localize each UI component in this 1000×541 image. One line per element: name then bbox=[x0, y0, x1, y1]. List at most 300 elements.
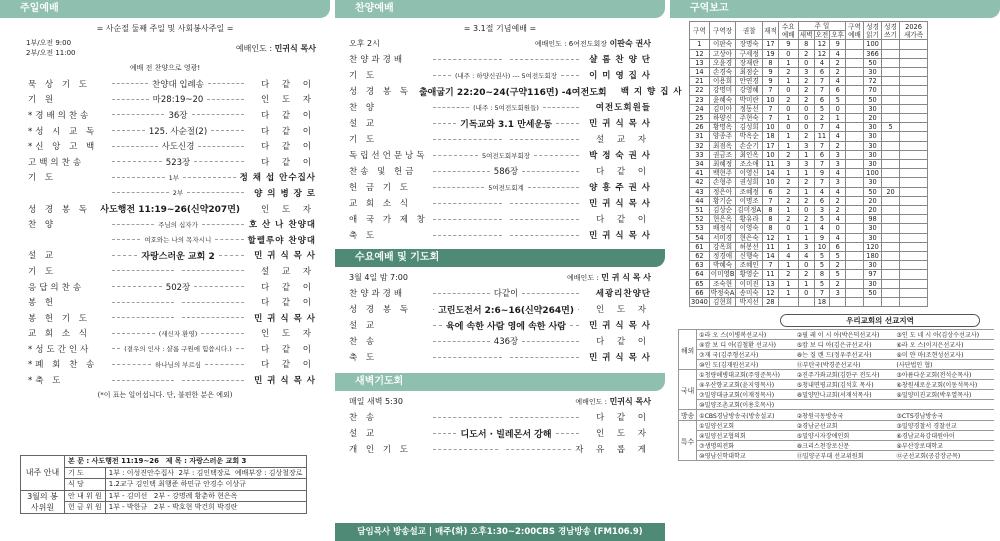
praise-order-list bbox=[335, 51, 683, 243]
mission-item: ②경남군선교회 bbox=[795, 421, 895, 431]
table-cell: 9 bbox=[830, 40, 846, 49]
order-person: 이 미 영 집 사 bbox=[589, 71, 652, 81]
table-cell bbox=[830, 298, 846, 307]
mission-item: ④밀양선교협의회 bbox=[697, 431, 795, 441]
table-cell bbox=[846, 123, 864, 132]
order-row bbox=[28, 326, 316, 342]
dash-leader bbox=[236, 348, 244, 349]
mission-item: ①밀양선교회 bbox=[697, 421, 795, 431]
order-person: 다 같 이 bbox=[260, 298, 316, 309]
table-cell: 72 bbox=[864, 77, 882, 86]
table-cell bbox=[846, 261, 864, 270]
table-cell: 8 bbox=[763, 58, 779, 67]
table-cell: 66 bbox=[690, 288, 710, 297]
dash-leader bbox=[112, 130, 145, 131]
dash-leader bbox=[433, 171, 490, 172]
order-item: 자랑스러운 교회 2 bbox=[141, 251, 215, 262]
table-cell: 2 bbox=[778, 270, 798, 279]
table-cell bbox=[900, 58, 928, 67]
order-person: 호 산 나 찬양대 bbox=[248, 220, 316, 231]
table-cell: 7 bbox=[814, 178, 830, 187]
mission-item: ②필 레 이 시 아(박은덕선교사) bbox=[795, 330, 895, 340]
table-cell bbox=[900, 104, 928, 113]
committee-label: 3월의 봉사위원 bbox=[21, 490, 65, 513]
order-person: 다 같 이 bbox=[260, 142, 317, 153]
table-cell: 120 bbox=[864, 242, 882, 251]
prelude-note: 예배 전 찬양으로 영광! bbox=[129, 64, 201, 72]
dash-leader bbox=[112, 317, 174, 318]
table-cell: 4 bbox=[830, 123, 846, 132]
dash-leader bbox=[219, 255, 244, 256]
table-cell bbox=[846, 242, 864, 251]
table-cell bbox=[882, 178, 900, 187]
table-cell: 42 bbox=[690, 178, 710, 187]
table-cell: 정동선 bbox=[736, 104, 763, 113]
order-person: 인 도 자 bbox=[260, 329, 317, 340]
table-cell bbox=[900, 40, 928, 49]
table-cell: 6 bbox=[814, 95, 830, 104]
table-cell bbox=[900, 298, 928, 307]
table-cell bbox=[864, 298, 882, 307]
order-item: 다같이 bbox=[493, 289, 519, 299]
dash-leader bbox=[510, 235, 579, 236]
dawn-time: 매일 새벽 5:30 bbox=[349, 397, 403, 406]
table-cell: 30 bbox=[864, 132, 882, 141]
table-row bbox=[690, 123, 928, 132]
order-person: 인 도 자 bbox=[260, 95, 316, 106]
table-cell: 98 bbox=[864, 215, 882, 224]
table-cell bbox=[900, 288, 928, 297]
table-cell: 황기순 bbox=[709, 196, 736, 205]
mission-item: ⑦재 국(김주형선교사) bbox=[697, 350, 795, 360]
table-cell: 41 bbox=[690, 169, 710, 178]
table-cell: 54 bbox=[690, 233, 710, 242]
table-cell: 0 bbox=[778, 86, 798, 95]
table-cell: 박혜숙 bbox=[709, 261, 736, 270]
table-cell: 14 bbox=[690, 68, 710, 77]
table-cell: 8 bbox=[763, 224, 779, 233]
table-cell bbox=[846, 77, 864, 86]
table-cell bbox=[900, 270, 928, 279]
mission-item: ⑨미 얀 마(조현성선교사) bbox=[894, 350, 994, 360]
mission-item: ⑤캄 보 디 아(김은규선교사) bbox=[795, 340, 895, 350]
mission-item: ①CBS경남방송국(방송설교) bbox=[697, 410, 795, 421]
table-cell: 4 bbox=[778, 252, 798, 261]
table-cell: 7 bbox=[763, 86, 779, 95]
table-cell: 양종주 bbox=[709, 132, 736, 141]
dash-leader bbox=[506, 449, 571, 450]
order-label: 설 교 bbox=[349, 429, 378, 439]
order-row bbox=[28, 248, 316, 264]
dash-leader bbox=[433, 235, 502, 236]
order-person: 설 교 자 bbox=[260, 266, 316, 277]
table-row bbox=[690, 169, 928, 178]
mission-item: ⑧크리스천장로신문 bbox=[795, 441, 895, 451]
table-cell: 이판숙 bbox=[709, 40, 736, 49]
table-cell: 조숙현 bbox=[709, 279, 736, 288]
praise-leader: 예배인도 : 6여전도회장 이판숙 권사 bbox=[534, 39, 651, 48]
order-person: 할렐루야 찬양대 bbox=[247, 235, 316, 246]
table-cell: 3 bbox=[798, 68, 814, 77]
table-cell bbox=[900, 95, 928, 104]
dash-leader bbox=[112, 83, 148, 84]
table-cell: 12 bbox=[690, 49, 710, 58]
order-label: 축 도 bbox=[349, 353, 378, 363]
order-label: 고백의찬송 bbox=[28, 157, 85, 168]
table-cell: 정은아 bbox=[709, 187, 736, 196]
table-cell: 이미진 bbox=[736, 279, 763, 288]
order-item: 사도행전 11:19~26(신약207면) bbox=[100, 205, 240, 216]
table-cell: 5 bbox=[830, 270, 846, 279]
order-item: 436장 bbox=[493, 337, 519, 347]
table-row bbox=[690, 68, 928, 77]
table-cell: 2 bbox=[778, 196, 798, 205]
next-week-text: 본 문 : 사도행전 11:19~26 제 목 : 자랑스러운 교회 3 bbox=[65, 456, 307, 468]
table-cell: 2 bbox=[830, 279, 846, 288]
order-label: 찬 송 bbox=[349, 413, 378, 423]
table-cell: 1 bbox=[778, 279, 798, 288]
table-cell: 3 bbox=[830, 160, 846, 169]
next-week-label: 내주 안내 bbox=[21, 456, 65, 491]
order-row bbox=[349, 301, 651, 317]
table-cell bbox=[882, 95, 900, 104]
dash-leader bbox=[534, 155, 579, 156]
table-cell bbox=[846, 49, 864, 58]
table-cell bbox=[882, 68, 900, 77]
table-cell bbox=[900, 150, 928, 159]
dash-leader bbox=[112, 161, 162, 162]
committee-role: 안 내 위 원 bbox=[65, 490, 106, 502]
table-cell: 51 bbox=[690, 206, 710, 215]
mission-category: 방송 bbox=[679, 410, 697, 421]
dash-leader bbox=[112, 255, 137, 256]
committee-members: 1부 - 김미선 2부 - 강명례 황춘하 현은옥 bbox=[105, 490, 306, 502]
mission-row bbox=[679, 400, 995, 410]
table-cell: 4 bbox=[830, 187, 846, 196]
table-cell: 11 bbox=[814, 132, 830, 141]
table-cell: 최점순 bbox=[736, 68, 763, 77]
table-row bbox=[690, 86, 928, 95]
table-cell: 박지선 bbox=[736, 298, 763, 307]
order-item: 디도서 · 빌레몬서 강해 bbox=[460, 429, 552, 440]
order-label: *성 시 교 독 bbox=[28, 126, 98, 137]
table-row bbox=[690, 178, 928, 187]
table-cell: 3 bbox=[830, 288, 846, 297]
order-label: 응답의찬송 bbox=[28, 282, 85, 293]
order-label: 개 인 기 도 bbox=[349, 445, 411, 455]
mission-item: ②창원극동방송국 bbox=[795, 410, 895, 421]
table-cell: 2 bbox=[798, 86, 814, 95]
table-cell bbox=[900, 215, 928, 224]
dash-leader bbox=[522, 293, 579, 294]
table-cell: 2 bbox=[830, 206, 846, 215]
table-cell bbox=[882, 196, 900, 205]
table-row bbox=[690, 77, 928, 86]
table-cell: 최혜정 bbox=[709, 160, 736, 169]
table-cell: 52 bbox=[690, 215, 710, 224]
table-cell: 50 bbox=[864, 187, 882, 196]
table-cell: 7 bbox=[814, 86, 830, 95]
dash-leader bbox=[433, 187, 484, 188]
table-cell: 6 bbox=[830, 86, 846, 95]
dash-leader bbox=[112, 302, 174, 303]
table-cell: 1 bbox=[778, 242, 798, 251]
order-item: 출애굽기 22:20~24(구약116면) -4여전도회 bbox=[418, 87, 607, 98]
order-row bbox=[28, 372, 316, 388]
table-cell: 9 bbox=[763, 77, 779, 86]
table-cell: 50 bbox=[864, 95, 882, 104]
table-cell: 8 bbox=[798, 40, 814, 49]
table-cell: 7 bbox=[763, 114, 779, 123]
mission-item: ⑧는 질 랜 드(정우주선교사) bbox=[795, 350, 895, 360]
praise-worship-header: 찬양예배 bbox=[335, 0, 665, 18]
table-cell bbox=[846, 68, 864, 77]
table-cell bbox=[882, 215, 900, 224]
table-cell: 1 bbox=[830, 114, 846, 123]
table-cell bbox=[882, 132, 900, 141]
dash-leader bbox=[194, 161, 244, 162]
table-cell: 김상순 bbox=[709, 206, 736, 215]
table-cell: 5 bbox=[814, 215, 830, 224]
mission-item: ⑦밀양대금교회(이재정목사) bbox=[697, 390, 795, 400]
table-cell bbox=[882, 270, 900, 279]
table-cell bbox=[900, 224, 928, 233]
table-cell bbox=[882, 104, 900, 113]
table-cell: 황유라 bbox=[736, 215, 763, 224]
table-cell: 11 bbox=[763, 160, 779, 169]
mission-item: ③CTS경남방송국 bbox=[894, 410, 994, 421]
table-row bbox=[690, 261, 928, 270]
table-cell: 배정식 bbox=[709, 224, 736, 233]
mission-item: ⑥라 오 스(이지은선교사) bbox=[894, 340, 994, 350]
table-cell bbox=[882, 141, 900, 150]
wednesday-order-list bbox=[335, 285, 665, 365]
order-label: 찬 양 bbox=[28, 220, 57, 231]
table-cell: 현은옥 bbox=[709, 215, 736, 224]
mission-item: ⑦생명의전화 bbox=[697, 441, 795, 451]
table-row bbox=[690, 252, 928, 261]
table-cell bbox=[846, 270, 864, 279]
order-row bbox=[349, 115, 651, 131]
order-person: 다 같 이 bbox=[595, 215, 651, 225]
table-row bbox=[690, 288, 928, 297]
table-row bbox=[690, 132, 928, 141]
order-item: 5여전도회계 bbox=[488, 183, 524, 192]
dash-leader bbox=[433, 107, 469, 108]
table-cell: 김미정A bbox=[737, 206, 762, 215]
table-cell: 4 bbox=[830, 132, 846, 141]
order-label: 성 경 봉 독 bbox=[349, 87, 411, 97]
order-row bbox=[349, 227, 651, 243]
table-cell: 30 bbox=[864, 160, 882, 169]
mission-row bbox=[679, 441, 995, 451]
mission-row bbox=[679, 421, 995, 431]
table-cell bbox=[846, 187, 864, 196]
table-cell: 70 bbox=[864, 86, 882, 95]
table-cell: 고상아 bbox=[709, 49, 736, 58]
sunday-worship-panel bbox=[0, 0, 330, 541]
table-cell: 백현주 bbox=[709, 169, 736, 178]
table-cell: 장재란 bbox=[736, 58, 763, 67]
table-cell: 3 bbox=[798, 242, 814, 251]
table-cell bbox=[882, 233, 900, 242]
table-cell: 10 bbox=[814, 242, 830, 251]
district-report-header: 구역보고 bbox=[670, 0, 1000, 18]
table-cell: 2 bbox=[830, 68, 846, 77]
table-cell: 1 bbox=[778, 132, 798, 141]
mission-row bbox=[679, 350, 995, 360]
table-cell: 9 bbox=[778, 40, 798, 49]
table-row bbox=[690, 196, 928, 205]
mission-item: ①라 오 스(이병복선교사) bbox=[697, 330, 795, 340]
table-cell bbox=[846, 150, 864, 159]
dash-leader bbox=[510, 417, 579, 418]
table-cell: 조혜정 bbox=[736, 187, 763, 196]
district-report-panel bbox=[670, 0, 1000, 541]
dash-leader bbox=[433, 155, 478, 156]
table-cell: 10 bbox=[763, 123, 779, 132]
table-cell: 1 bbox=[798, 169, 814, 178]
table-cell bbox=[900, 49, 928, 58]
table-cell bbox=[882, 252, 900, 261]
order-label: *폐 회 찬 송 bbox=[28, 360, 98, 371]
order-item: (곁우의 인사 : 샬롬 구원에 힘씁시다.) bbox=[124, 345, 232, 354]
table-cell: 19 bbox=[763, 49, 779, 58]
order-row bbox=[349, 285, 651, 301]
order-row bbox=[28, 92, 316, 108]
order-item: 고린도전서 2:6~16(신약264면) bbox=[438, 305, 574, 316]
order-row bbox=[28, 294, 316, 310]
mission-item: ⑫군선교회(공감장군목) bbox=[894, 451, 994, 461]
table-cell: 4 bbox=[798, 252, 814, 261]
table-cell: 0 bbox=[830, 104, 846, 113]
dash-leader bbox=[112, 286, 162, 287]
col-header-sunday: 주 일 bbox=[798, 22, 845, 31]
table-cell: 손경숙 bbox=[709, 68, 736, 77]
committee-role: 헌 금 위 원 bbox=[65, 502, 106, 514]
table-cell bbox=[846, 160, 864, 169]
table-cell: 2 bbox=[798, 132, 814, 141]
dash-leader bbox=[202, 224, 244, 225]
table-cell bbox=[900, 160, 928, 169]
table-cell: 9 bbox=[814, 169, 830, 178]
table-cell bbox=[882, 114, 900, 123]
order-row bbox=[28, 201, 316, 217]
sunday-order-list bbox=[0, 76, 330, 388]
table-cell bbox=[798, 298, 814, 307]
table-cell bbox=[846, 279, 864, 288]
mission-category: 국내 bbox=[679, 370, 697, 410]
table-cell: 0 bbox=[798, 114, 814, 123]
table-cell bbox=[882, 206, 900, 215]
table-cell: 0 bbox=[798, 261, 814, 270]
table-cell: 18 bbox=[814, 298, 830, 307]
dash-leader bbox=[510, 139, 579, 140]
table-cell: 1 bbox=[778, 169, 798, 178]
dash-leader bbox=[198, 146, 244, 147]
table-cell: 13 bbox=[763, 279, 779, 288]
table-cell: 30 bbox=[864, 123, 882, 132]
order-label: 독립선언문낭독 bbox=[349, 151, 428, 161]
table-row bbox=[690, 233, 928, 242]
order-person: 샬 롬 찬 양 단 bbox=[589, 55, 651, 65]
order-row bbox=[28, 310, 316, 326]
table-cell: 1 bbox=[778, 233, 798, 242]
table-cell bbox=[882, 242, 900, 251]
table-cell: 3 bbox=[798, 141, 814, 150]
mission-table bbox=[678, 329, 994, 461]
col-header: 구역 bbox=[690, 22, 710, 40]
table-cell bbox=[900, 114, 928, 123]
order-row bbox=[28, 170, 316, 186]
table-cell bbox=[778, 298, 798, 307]
table-cell: 5 bbox=[830, 252, 846, 261]
table-cell bbox=[900, 86, 928, 95]
mission-item: ⑧밀양만나교회(서재석목사) bbox=[795, 390, 895, 400]
table-cell: 21 bbox=[690, 77, 710, 86]
order-label: 묵 상 기 도 bbox=[28, 79, 90, 90]
table-cell: 7 bbox=[814, 288, 830, 297]
order-person: 다 같 이 bbox=[260, 157, 316, 168]
table-cell bbox=[846, 215, 864, 224]
order-row bbox=[28, 216, 316, 232]
table-cell: 0 bbox=[778, 104, 798, 113]
table-cell: 100 bbox=[864, 169, 882, 178]
table-cell: 황영순 bbox=[736, 270, 763, 279]
order-item: 주님의 십자가 bbox=[158, 220, 198, 229]
table-cell bbox=[900, 252, 928, 261]
table-cell bbox=[882, 160, 900, 169]
table-cell bbox=[900, 279, 928, 288]
order-label: 기 도 bbox=[28, 266, 57, 277]
table-cell: 25 bbox=[690, 114, 710, 123]
wednesday-header: 수요예배 및 기도회 bbox=[335, 249, 665, 267]
order-label: 기 도 bbox=[349, 135, 378, 145]
table-cell: 2 bbox=[778, 150, 798, 159]
table-cell bbox=[846, 104, 864, 113]
col-header: 구역장 bbox=[709, 22, 736, 40]
table-cell: 2 bbox=[778, 68, 798, 77]
dash-leader bbox=[528, 187, 579, 188]
table-cell: 20 bbox=[882, 187, 900, 196]
table-cell: 박옥순 bbox=[736, 132, 763, 141]
order-label: 성 경 봉 독 bbox=[28, 204, 90, 215]
order-label: *성도간인사 bbox=[28, 344, 92, 355]
table-cell: 황명옥 bbox=[709, 123, 736, 132]
table-cell: 6 bbox=[814, 196, 830, 205]
table-cell: 61 bbox=[690, 242, 710, 251]
order-row bbox=[349, 195, 651, 211]
afternoon-worship-panel bbox=[335, 0, 683, 541]
mission-item: ②진주가좌교회(김한구 전도사) bbox=[795, 370, 895, 380]
dash-leader bbox=[183, 177, 236, 178]
order-item: 여호와는 나의 목자시니 bbox=[144, 236, 212, 245]
dash-leader bbox=[433, 139, 502, 140]
table-cell bbox=[900, 261, 928, 270]
table-cell: 8 bbox=[763, 215, 779, 224]
pray-label: 기 도 bbox=[65, 467, 106, 479]
dash-leader bbox=[433, 309, 434, 310]
table-cell: 조소애 bbox=[736, 160, 763, 169]
table-cell: 8 bbox=[763, 206, 779, 215]
table-cell: 12 bbox=[763, 288, 779, 297]
order-item: 523장 bbox=[165, 157, 191, 168]
dash-leader bbox=[433, 325, 442, 326]
order-row bbox=[28, 232, 316, 248]
dash-leader bbox=[510, 357, 579, 358]
table-cell: 1 bbox=[778, 206, 798, 215]
table-cell: 4 bbox=[830, 49, 846, 58]
